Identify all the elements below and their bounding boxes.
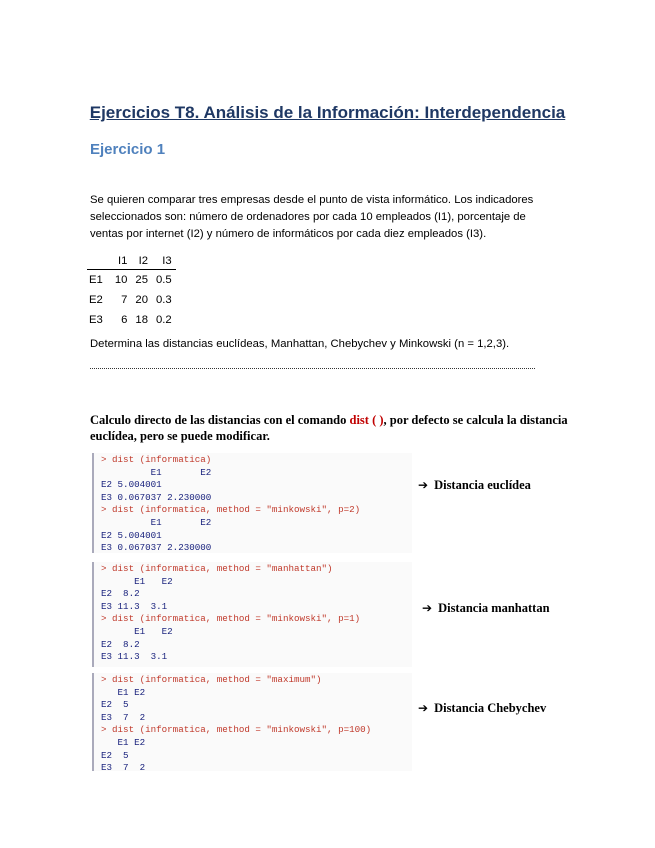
right-arrow-icon: ➔: [418, 478, 429, 492]
manhattan-label-text: Distancia manhattan: [438, 601, 550, 615]
document-title: Ejercicios T8. Análisis de la Información: Interdependencia: [89, 103, 566, 122]
r-console-euclidean: [92, 453, 412, 553]
calc-text-before: Calculo directo de las distancias con el comando: [90, 413, 350, 427]
console-input-line: > dist (informatica, method = "minkowski", p=100): [101, 724, 372, 736]
table-header-cell: I1: [111, 252, 132, 270]
chebychev-label: [418, 701, 546, 716]
exercise-heading: Ejercicio 1: [90, 141, 166, 158]
console-output-line: E2 5: [101, 749, 129, 761]
table-cell: 0.3: [155, 294, 172, 306]
console-output-line: E1 E2: [101, 466, 212, 478]
table-cell: 20: [135, 294, 148, 306]
console-output-line: E3 7 2: [101, 711, 146, 723]
console-input-line: > dist (informatica, method = "minkowski", p=2): [101, 504, 361, 516]
table-cell: 6: [121, 314, 128, 326]
console-output-line: E1 E2: [101, 736, 146, 748]
console-output-line: E2 5.004001: [101, 479, 162, 491]
table-header-cell: I2: [131, 252, 152, 270]
table-cell: 10: [114, 274, 128, 286]
table-cell: 7: [121, 294, 128, 306]
console-output-line: E3 0.067037 2.230000: [101, 542, 212, 553]
console-output-line: E3 7 2: [101, 762, 146, 771]
console-output-line: E2 5: [101, 699, 129, 711]
console-output-line: E3 11.3 3.1: [101, 600, 168, 612]
table-row-label: E2: [89, 294, 103, 306]
manhattan-label: [422, 601, 550, 616]
console-output-line: E2 8.2: [101, 588, 140, 600]
table-cell: 0.2: [155, 314, 172, 326]
intro-paragraph: Se quieren comparar tres empresas desde el punto de vista informático. Los indicadores seleccionados son: número de ordenadores por cada 10 empleados (I1), porcentaje de ventas por internet (I2) y número de informáticos por cada diez empleados (I3).: [90, 194, 534, 240]
table-row-label: E1: [89, 274, 103, 286]
r-console-manhattan: [92, 562, 412, 667]
table-header-cell: [87, 252, 111, 270]
console-output-line: E1 E2: [101, 686, 146, 698]
table-row-label: E3: [89, 314, 103, 326]
console-input-line: > dist (informatica, method = "minkowski", p=1): [101, 613, 361, 625]
chebychev-label-text: Distancia Chebychev: [434, 701, 547, 715]
console-output-line: E3 11.3 3.1: [101, 651, 168, 663]
table-row: [87, 290, 176, 310]
console-output-line: E2 5.004001: [101, 529, 162, 541]
console-input-line: > dist (informatica): [101, 454, 212, 465]
right-arrow-icon: ➔: [422, 601, 433, 615]
console-output-line: E3 0.067037 2.230000: [101, 491, 212, 503]
question-text: Determina las distancias euclídeas, Manhattan, Chebychev y Minkowski (n = 1,2,3).: [90, 338, 510, 350]
table-row: [87, 310, 176, 330]
dist-command: dist ( ): [349, 413, 384, 427]
console-output-line: E1 E2: [101, 575, 173, 587]
calc-text-after: , por defecto se calcula la distancia euclídea, pero se puede modificar.: [90, 413, 568, 443]
table-header-cell: I3: [152, 252, 176, 270]
right-arrow-icon: ➔: [418, 701, 429, 715]
table-cell: 18: [135, 314, 148, 326]
calculation-intro: [90, 412, 570, 444]
table-row: [87, 270, 176, 291]
r-console-chebychev: [92, 673, 412, 771]
console-output-line: E2 8.2: [101, 638, 140, 650]
table-header-row: [87, 252, 176, 270]
console-input-line: > dist (informatica, method = "maximum"): [101, 674, 322, 685]
dotted-separator: [90, 368, 535, 369]
indicators-table: [87, 252, 176, 330]
console-output-line: E1 E2: [101, 625, 173, 637]
table-cell: 0.5: [155, 274, 172, 286]
euclidean-label-text: Distancia euclídea: [434, 478, 531, 492]
euclidean-label: [418, 478, 531, 493]
table-cell: 25: [135, 274, 148, 286]
console-output-line: E1 E2: [101, 516, 212, 528]
console-input-line: > dist (informatica, method = "manhattan"): [101, 563, 333, 574]
